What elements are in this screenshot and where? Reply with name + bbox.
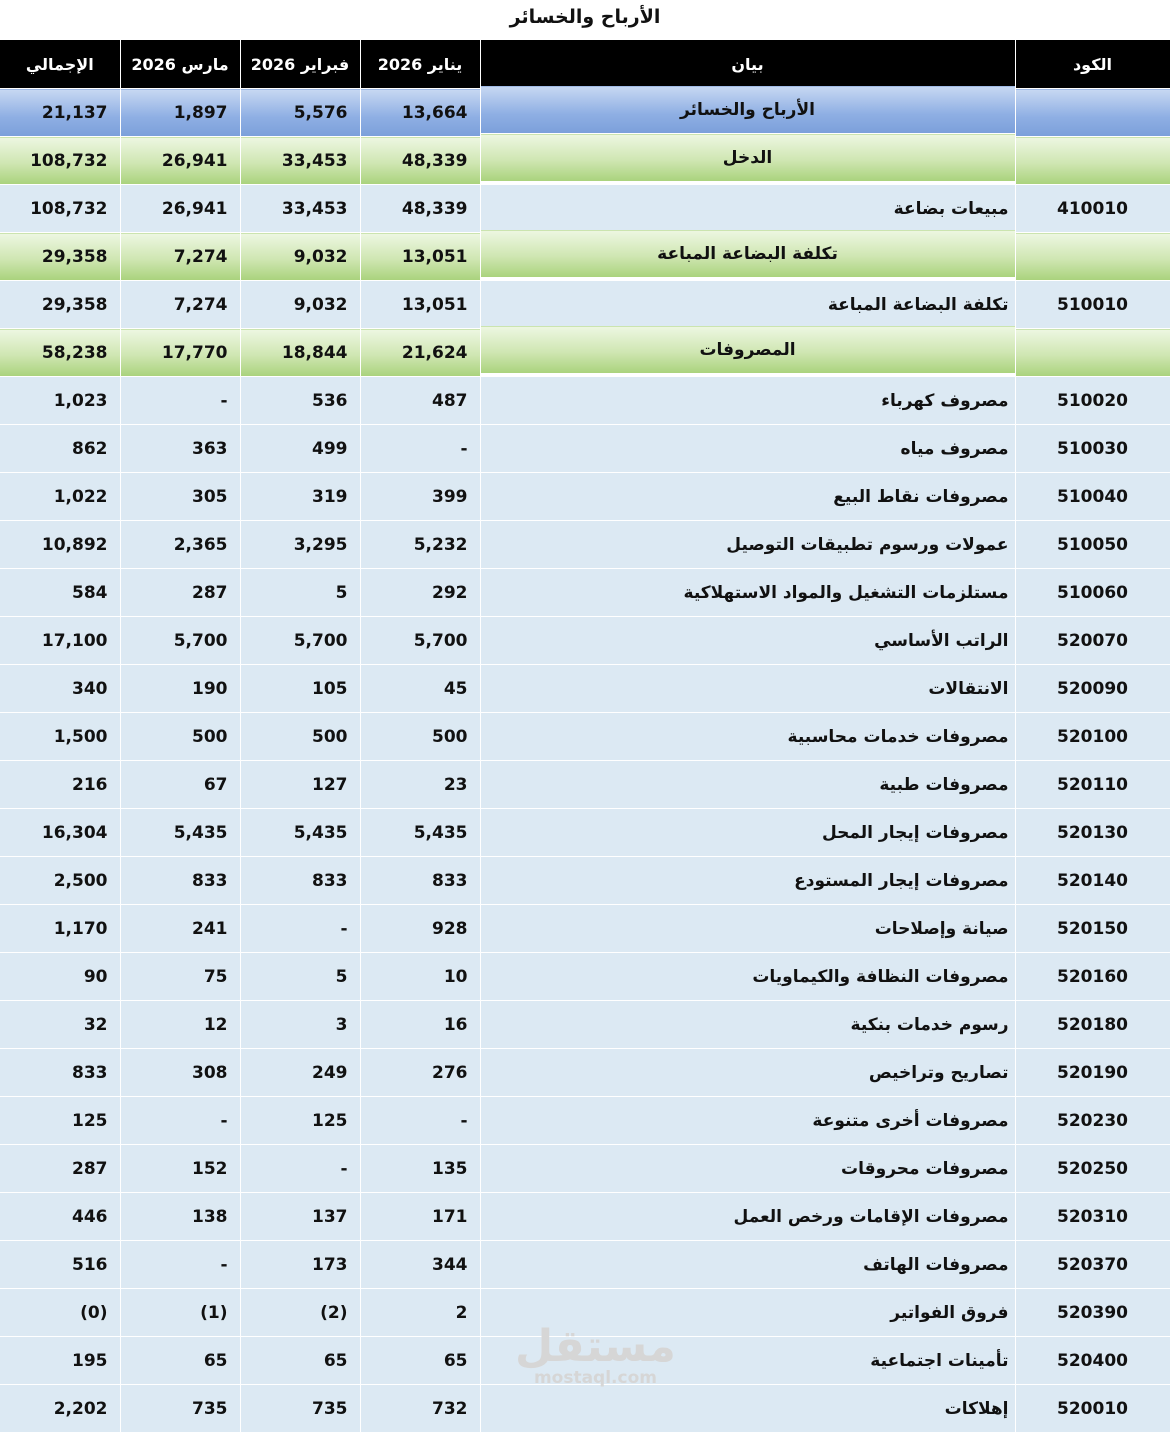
- march-cell: 65: [120, 1337, 240, 1385]
- march-cell: -: [120, 377, 240, 425]
- january-cell: 65: [360, 1337, 480, 1385]
- march-cell: 241: [120, 905, 240, 953]
- description-cell: مصروفات إيجار المحل: [480, 809, 1015, 857]
- total-cell: 10,892: [0, 521, 120, 569]
- total-cell: 2,202: [0, 1385, 120, 1433]
- watermark-latin: mostaql.com: [533, 1368, 657, 1388]
- february-cell: 33,453: [240, 185, 360, 233]
- total-cell: 516: [0, 1241, 120, 1289]
- march-cell: 305: [120, 473, 240, 521]
- march-cell: 17,770: [120, 329, 240, 377]
- january-cell: 13,051: [360, 281, 480, 329]
- january-cell: 732: [360, 1385, 480, 1433]
- march-cell: -: [120, 1097, 240, 1145]
- code-cell: [1015, 89, 1170, 137]
- march-cell: 26,941: [120, 185, 240, 233]
- profit-loss-table: [0, 40, 1170, 1433]
- february-cell: 137: [240, 1193, 360, 1241]
- report-title: الأرباح والخسائر: [509, 6, 661, 28]
- description-cell: الراتب الأساسي: [480, 617, 1015, 665]
- code-cell: 520310: [1015, 1193, 1170, 1241]
- code-cell: 510040: [1015, 473, 1170, 521]
- march-cell: 500: [120, 713, 240, 761]
- february-cell: 5,576: [240, 89, 360, 137]
- description-cell: تصاريح وتراخيص: [480, 1049, 1015, 1097]
- january-cell: 5,700: [360, 617, 480, 665]
- total-cell: 1,023: [0, 377, 120, 425]
- february-cell: 5,700: [240, 617, 360, 665]
- march-cell: 1,897: [120, 89, 240, 137]
- february-cell: 9,032: [240, 281, 360, 329]
- code-cell: 520090: [1015, 665, 1170, 713]
- january-cell: 48,339: [360, 185, 480, 233]
- february-cell: 5: [240, 569, 360, 617]
- january-cell: -: [360, 1097, 480, 1145]
- march-cell: 12: [120, 1001, 240, 1049]
- description-cell: تأمينات اجتماعية: [480, 1337, 1015, 1385]
- table-row: [0, 1289, 1170, 1337]
- total-cell: 125: [0, 1097, 120, 1145]
- total-cell: 32: [0, 1001, 120, 1049]
- february-cell: 249: [240, 1049, 360, 1097]
- january-cell: 135: [360, 1145, 480, 1193]
- january-cell: 833: [360, 857, 480, 905]
- february-cell: 5,435: [240, 809, 360, 857]
- table-row: [0, 1241, 1170, 1289]
- code-cell: 520130: [1015, 809, 1170, 857]
- code-cell: 510020: [1015, 377, 1170, 425]
- february-cell: 536: [240, 377, 360, 425]
- code-cell: 520250: [1015, 1145, 1170, 1193]
- table-row: [0, 377, 1170, 425]
- january-cell: 2: [360, 1289, 480, 1337]
- march-cell: 2,365: [120, 521, 240, 569]
- table-row: [0, 809, 1170, 857]
- code-cell: 520100: [1015, 713, 1170, 761]
- total-cell: 195: [0, 1337, 120, 1385]
- january-cell: 16: [360, 1001, 480, 1049]
- total-cell: 58,238: [0, 329, 120, 377]
- march-cell: 75: [120, 953, 240, 1001]
- january-cell: 292: [360, 569, 480, 617]
- march-cell: 26,941: [120, 137, 240, 185]
- table-row: [0, 185, 1170, 233]
- profit-summary-row: [0, 89, 1170, 137]
- march-cell: 308: [120, 1049, 240, 1097]
- total-cell: 29,358: [0, 281, 120, 329]
- february-cell: 499: [240, 425, 360, 473]
- code-cell: 510010: [1015, 281, 1170, 329]
- february-cell: 3: [240, 1001, 360, 1049]
- total-cell: 1,170: [0, 905, 120, 953]
- description-cell: صيانة وإصلاحات: [480, 905, 1015, 953]
- description-cell: الأرباح والخسائر: [480, 86, 1015, 134]
- total-cell: 446: [0, 1193, 120, 1241]
- total-cell: 21,137: [0, 89, 120, 137]
- total-cell: 2,500: [0, 857, 120, 905]
- january-cell: 23: [360, 761, 480, 809]
- description-cell: إهلاكات: [480, 1385, 1015, 1433]
- table-row: [0, 665, 1170, 713]
- total-cell: 29,358: [0, 233, 120, 281]
- table-row: [0, 1337, 1170, 1385]
- total-cell: 584: [0, 569, 120, 617]
- total-cell: 16,304: [0, 809, 120, 857]
- february-cell: 3,295: [240, 521, 360, 569]
- march-cell: 5,700: [120, 617, 240, 665]
- header-march: مارس 2026: [120, 40, 240, 89]
- table-row: [0, 857, 1170, 905]
- description-cell: مصروفات طبية: [480, 761, 1015, 809]
- january-cell: 399: [360, 473, 480, 521]
- description-cell: المصروفات: [480, 326, 1015, 374]
- total-cell: 862: [0, 425, 120, 473]
- description-cell: عمولات ورسوم تطبيقات التوصيل: [480, 521, 1015, 569]
- january-cell: 276: [360, 1049, 480, 1097]
- code-cell: 520230: [1015, 1097, 1170, 1145]
- table-header-row: [0, 40, 1170, 89]
- table-row: [0, 1001, 1170, 1049]
- description-cell: مصروفات خدمات محاسبية: [480, 713, 1015, 761]
- february-cell: 9,032: [240, 233, 360, 281]
- january-cell: 13,664: [360, 89, 480, 137]
- january-cell: 344: [360, 1241, 480, 1289]
- code-cell: 510030: [1015, 425, 1170, 473]
- code-cell: 520110: [1015, 761, 1170, 809]
- description-cell: تكلفة البضاعة المباعة: [480, 230, 1015, 278]
- code-cell: 520160: [1015, 953, 1170, 1001]
- description-cell: مصروف كهرباء: [480, 377, 1015, 425]
- march-cell: 7,274: [120, 233, 240, 281]
- february-cell: 5: [240, 953, 360, 1001]
- march-cell: 287: [120, 569, 240, 617]
- code-cell: [1015, 329, 1170, 377]
- header-total: الإجمالي: [0, 40, 120, 89]
- description-cell: مصروف مياه: [480, 425, 1015, 473]
- description-cell: مصروفات أخرى متنوعة: [480, 1097, 1015, 1145]
- january-cell: 5,435: [360, 809, 480, 857]
- description-cell: مصروفات محروقات: [480, 1145, 1015, 1193]
- january-cell: 10: [360, 953, 480, 1001]
- header-january: يناير 2026: [360, 40, 480, 89]
- march-cell: 138: [120, 1193, 240, 1241]
- january-cell: 928: [360, 905, 480, 953]
- february-cell: -: [240, 1145, 360, 1193]
- january-cell: -: [360, 425, 480, 473]
- table-row: [0, 1145, 1170, 1193]
- total-cell: 340: [0, 665, 120, 713]
- february-cell: 127: [240, 761, 360, 809]
- march-cell: 7,274: [120, 281, 240, 329]
- code-cell: 520400: [1015, 1337, 1170, 1385]
- table-row: [0, 1193, 1170, 1241]
- total-cell: 287: [0, 1145, 120, 1193]
- january-cell: 21,624: [360, 329, 480, 377]
- table-row: [0, 1049, 1170, 1097]
- table-row: [0, 473, 1170, 521]
- total-cell: 108,732: [0, 137, 120, 185]
- march-cell: 67: [120, 761, 240, 809]
- description-cell: رسوم خدمات بنكية: [480, 1001, 1015, 1049]
- description-cell: مبيعات بضاعة: [480, 185, 1015, 233]
- section-row: [0, 137, 1170, 185]
- january-cell: 171: [360, 1193, 480, 1241]
- total-cell: (0): [0, 1289, 120, 1337]
- february-cell: 319: [240, 473, 360, 521]
- table-row: [0, 953, 1170, 1001]
- february-cell: 500: [240, 713, 360, 761]
- description-cell: مصروفات النظافة والكيماويات: [480, 953, 1015, 1001]
- march-cell: 190: [120, 665, 240, 713]
- february-cell: 65: [240, 1337, 360, 1385]
- march-cell: 735: [120, 1385, 240, 1433]
- march-cell: (1): [120, 1289, 240, 1337]
- march-cell: 833: [120, 857, 240, 905]
- february-cell: 173: [240, 1241, 360, 1289]
- total-cell: 17,100: [0, 617, 120, 665]
- february-cell: -: [240, 905, 360, 953]
- description-cell: مستلزمات التشغيل والمواد الاستهلاكية: [480, 569, 1015, 617]
- watermark-arabic: مستقل: [515, 1321, 676, 1372]
- code-cell: 520180: [1015, 1001, 1170, 1049]
- description-cell: الانتقالات: [480, 665, 1015, 713]
- total-cell: 1,500: [0, 713, 120, 761]
- table-row: [0, 905, 1170, 953]
- table-row: [0, 1097, 1170, 1145]
- section-row: [0, 233, 1170, 281]
- february-cell: (2): [240, 1289, 360, 1337]
- february-cell: 125: [240, 1097, 360, 1145]
- total-cell: 1,022: [0, 473, 120, 521]
- january-cell: 487: [360, 377, 480, 425]
- code-cell: 520190: [1015, 1049, 1170, 1097]
- january-cell: 13,051: [360, 233, 480, 281]
- table-row: [0, 617, 1170, 665]
- table-row: [0, 761, 1170, 809]
- total-cell: 90: [0, 953, 120, 1001]
- code-cell: 520370: [1015, 1241, 1170, 1289]
- february-cell: 735: [240, 1385, 360, 1433]
- march-cell: 5,435: [120, 809, 240, 857]
- code-cell: [1015, 233, 1170, 281]
- code-cell: 520070: [1015, 617, 1170, 665]
- february-cell: 105: [240, 665, 360, 713]
- description-cell: فروق الفواتير: [480, 1289, 1015, 1337]
- header-february: فبراير 2026: [240, 40, 360, 89]
- january-cell: 45: [360, 665, 480, 713]
- table-row: [0, 569, 1170, 617]
- header-description: بيان: [480, 40, 1015, 89]
- code-cell: 520390: [1015, 1289, 1170, 1337]
- march-cell: 152: [120, 1145, 240, 1193]
- description-cell: مصروفات الهاتف: [480, 1241, 1015, 1289]
- description-cell: الدخل: [480, 134, 1015, 182]
- header-code: الكود: [1015, 40, 1170, 89]
- description-cell: مصروفات نقاط البيع: [480, 473, 1015, 521]
- description-cell: مصروفات إيجار المستودع: [480, 857, 1015, 905]
- table-row: [0, 425, 1170, 473]
- january-cell: 5,232: [360, 521, 480, 569]
- description-cell: تكلفة البضاعة المباعة: [480, 281, 1015, 329]
- march-cell: -: [120, 1241, 240, 1289]
- table-row: [0, 521, 1170, 569]
- march-cell: 363: [120, 425, 240, 473]
- table-row: [0, 713, 1170, 761]
- total-cell: 833: [0, 1049, 120, 1097]
- total-cell: 108,732: [0, 185, 120, 233]
- code-cell: [1015, 137, 1170, 185]
- february-cell: 33,453: [240, 137, 360, 185]
- total-cell: 216: [0, 761, 120, 809]
- code-cell: 510050: [1015, 521, 1170, 569]
- february-cell: 18,844: [240, 329, 360, 377]
- section-row: [0, 329, 1170, 377]
- description-cell: مصروفات الإقامات ورخص العمل: [480, 1193, 1015, 1241]
- code-cell: 520140: [1015, 857, 1170, 905]
- table-row: [0, 1385, 1170, 1433]
- code-cell: 410010: [1015, 185, 1170, 233]
- code-cell: 520010: [1015, 1385, 1170, 1433]
- code-cell: 510060: [1015, 569, 1170, 617]
- january-cell: 500: [360, 713, 480, 761]
- february-cell: 833: [240, 857, 360, 905]
- january-cell: 48,339: [360, 137, 480, 185]
- code-cell: 520150: [1015, 905, 1170, 953]
- table-row: [0, 281, 1170, 329]
